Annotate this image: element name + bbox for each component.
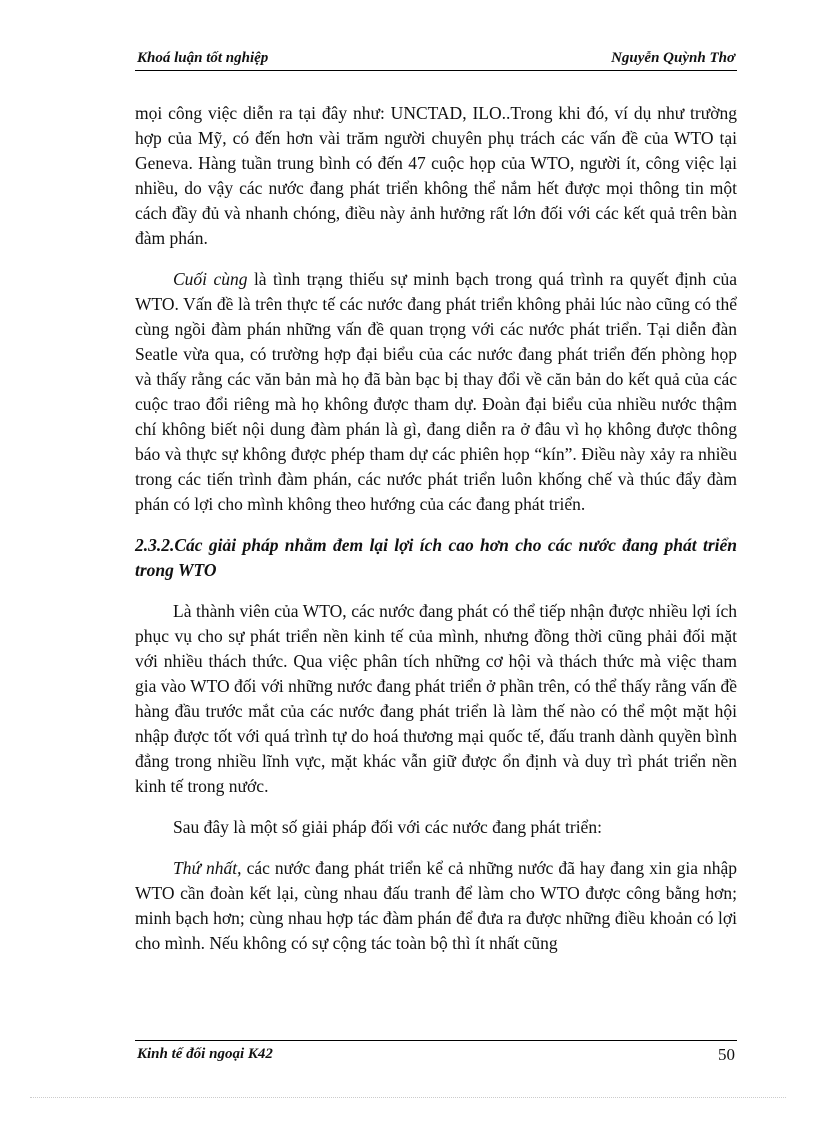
- paragraph-lead-italic: Cuối cùng: [173, 269, 248, 289]
- page-number: 50: [718, 1045, 735, 1064]
- paragraph-transparency: [135, 267, 737, 517]
- paragraph-text: là tình trạng thiếu sự minh bạch trong quá trình ra quyết định của WTO. Vấn đề là trên thực tế các nước đang phát triển không phải lúc nào cũng có thể cùng ngồi đàm phán những vấn đề quan trọng với các nước phát triển. Tại diễn đàn Seatle vừa qua, có trường hợp đại biểu của các nước đang phát triển đến phòng họp và thấy rằng các văn bản mà họ đã bàn bạc bị thay đổi về căn bản do kết quả của các cuộc trao đổi riêng mà họ không được tham dự. Đoàn đại biểu của nhiều nước thậm chí không biết nội dung đàm phán là gì, đang diễn ra ở đâu vì họ không được thông báo và thực sự không được phép tham dự các phiên họp “kín”. Điều này xảy ra nhiều trong các tiến trình đàm phán, các nước phát triển luôn khống chế và thúc đẩy đàm phán có lợi cho mình không theo hướng của các đang phát triển.: [135, 269, 737, 514]
- paragraph-first-solution: [135, 856, 737, 956]
- page-header: [135, 50, 737, 71]
- header-thesis-title: Khoá luận tốt nghiệp: [137, 50, 269, 66]
- paragraph-continued: mọi công việc diễn ra tại đây như: UNCTAD, ILO..Trong khi đó, ví dụ như trường hợp của Mỹ, có đến hơn vài trăm người chuyên phụ trách các vấn đề của WTO tại Geneva. Hàng tuần trung bình có đến 47 cuộc họp của WTO, người ít, công việc lại nhiều, do vậy các nước đang phát triển không thể nắm hết được mọi thông tin một cách đầy đủ và nhanh chóng, điều này ảnh hưởng rất lớn đối với các kết quả trên bàn đàm phán.: [135, 103, 737, 248]
- header-author-name: Nguyễn Quỳnh Thơ: [611, 50, 735, 66]
- section-heading: 2.3.2.Các giải pháp nhằm đem lại lợi ích cao hơn cho các nước đang phát triển trong WTO: [135, 535, 737, 580]
- document-body: [135, 101, 737, 956]
- paragraph-lead-italic: Thứ nhất: [173, 858, 238, 878]
- paragraph-intro-solutions: Là thành viên của WTO, các nước đang phát có thể tiếp nhận được nhiều lợi ích phục vụ cho sự phát triển nền kinh tế của mình, nhưng đồng thời cũng phải đối mặt với nhiều thách thức. Qua việc phân tích những cơ hội và thách thức mà việc tham gia vào WTO đối với những nước đang phát triển ở phần trên, có thể thấy rằng vấn đề hàng đầu trước mắt của các nước đang phát triển là làm thế nào có thể một mặt hội nhập được tốt với quá trình tự do hoá thương mại quốc tế, đấu tranh dành quyền bình đẳng trong nhiều lĩnh vực, mặt khác vẫn giữ được ổn định và duy trì phát triển nền kinh tế trong nước.: [135, 601, 737, 796]
- paragraph-solutions-list-intro: Sau đây là một số giải pháp đối với các nước đang phát triển:: [173, 817, 602, 837]
- footer-course-label: Kinh tế đối ngoại K42: [137, 1046, 273, 1062]
- paragraph-text: , các nước đang phát triển kể cả những nước đã hay đang xin gia nhập WTO cần đoàn kết lại, cùng nhau đấu tranh để làm cho WTO được công bằng hơn; minh bạch hơn; cùng nhau hợp tác đàm phán để đưa ra được những điều khoản có lợi cho mình. Nếu không có sự cộng tác toàn bộ thì ít nhất cũng: [135, 858, 737, 953]
- page-edge-divider: [30, 1097, 786, 1098]
- page-footer: [135, 1040, 737, 1065]
